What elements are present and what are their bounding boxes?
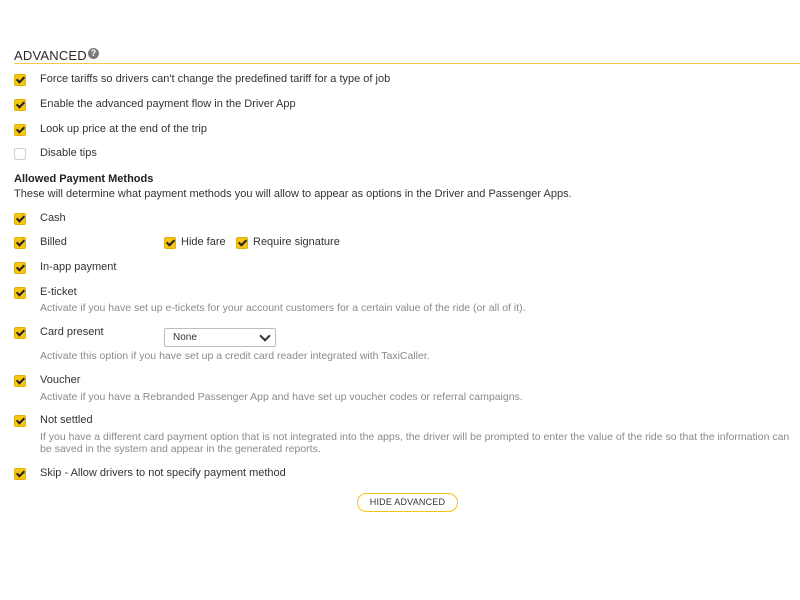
- payment-label: In-app payment: [40, 261, 117, 273]
- hide-advanced-button[interactable]: HIDE ADVANCED: [357, 493, 458, 512]
- voucher-description: Activate if you have a Rebranded Passenger App and have set up voucher codes or referral campaigns.: [40, 391, 523, 403]
- checkbox[interactable]: [14, 287, 26, 299]
- option-label: Look up price at the end of the trip: [40, 123, 207, 135]
- payment-label: Billed: [40, 236, 67, 248]
- payment-label: Skip - Allow drivers to not specify payment method: [40, 467, 286, 479]
- checkbox[interactable]: [14, 237, 26, 249]
- checkbox[interactable]: [14, 262, 26, 274]
- eticket-description: Activate if you have set up e-tickets for your account customers for a certain value of the ride (or all of it).: [40, 302, 526, 314]
- advanced-section-header: [14, 44, 800, 64]
- checkbox[interactable]: [14, 213, 26, 225]
- hide-fare-label: Hide fare: [181, 236, 226, 248]
- checkbox[interactable]: [14, 468, 26, 480]
- payment-label: Voucher: [40, 374, 81, 386]
- checkbox[interactable]: [14, 124, 26, 136]
- checkbox[interactable]: [236, 237, 248, 249]
- checkbox[interactable]: [14, 327, 26, 339]
- checkbox[interactable]: [14, 99, 26, 111]
- not-settled-description-line1: If you have a different card payment option that is not integrated into the apps, the driver will be prompted to enter the value of the ride so that the information can: [40, 431, 790, 443]
- select-value: None: [173, 332, 197, 343]
- payment-methods-description: These will determine what payment methods you will allow to appear as options in the Driver and Passenger Apps.: [14, 188, 572, 200]
- payment-label: Card present: [40, 326, 104, 338]
- option-label: Disable tips: [40, 147, 97, 159]
- chevron-down-icon: [259, 330, 270, 341]
- payment-label: Cash: [40, 212, 66, 224]
- card-present-description: Activate this option if you have set up a credit card reader integrated with TaxiCaller.: [40, 350, 430, 362]
- require-signature-label: Require signature: [253, 236, 340, 248]
- section-title: ADVANCED: [14, 48, 87, 63]
- option-label: Force tariffs so drivers can't change the predefined tariff for a type of job: [40, 73, 391, 85]
- help-icon[interactable]: ?: [88, 48, 99, 59]
- checkbox[interactable]: [14, 415, 26, 427]
- not-settled-description-line2: be saved in the system and appear in the generated reports.: [40, 443, 321, 455]
- option-label: Enable the advanced payment flow in the Driver App: [40, 98, 296, 110]
- payment-label: Not settled: [40, 414, 93, 426]
- checkbox[interactable]: [14, 375, 26, 387]
- checkbox[interactable]: [14, 148, 26, 160]
- checkbox[interactable]: [14, 74, 26, 86]
- payment-label: E-ticket: [40, 286, 77, 298]
- card-reader-select[interactable]: [164, 328, 276, 347]
- checkbox[interactable]: [164, 237, 176, 249]
- payment-methods-heading: Allowed Payment Methods: [14, 173, 154, 185]
